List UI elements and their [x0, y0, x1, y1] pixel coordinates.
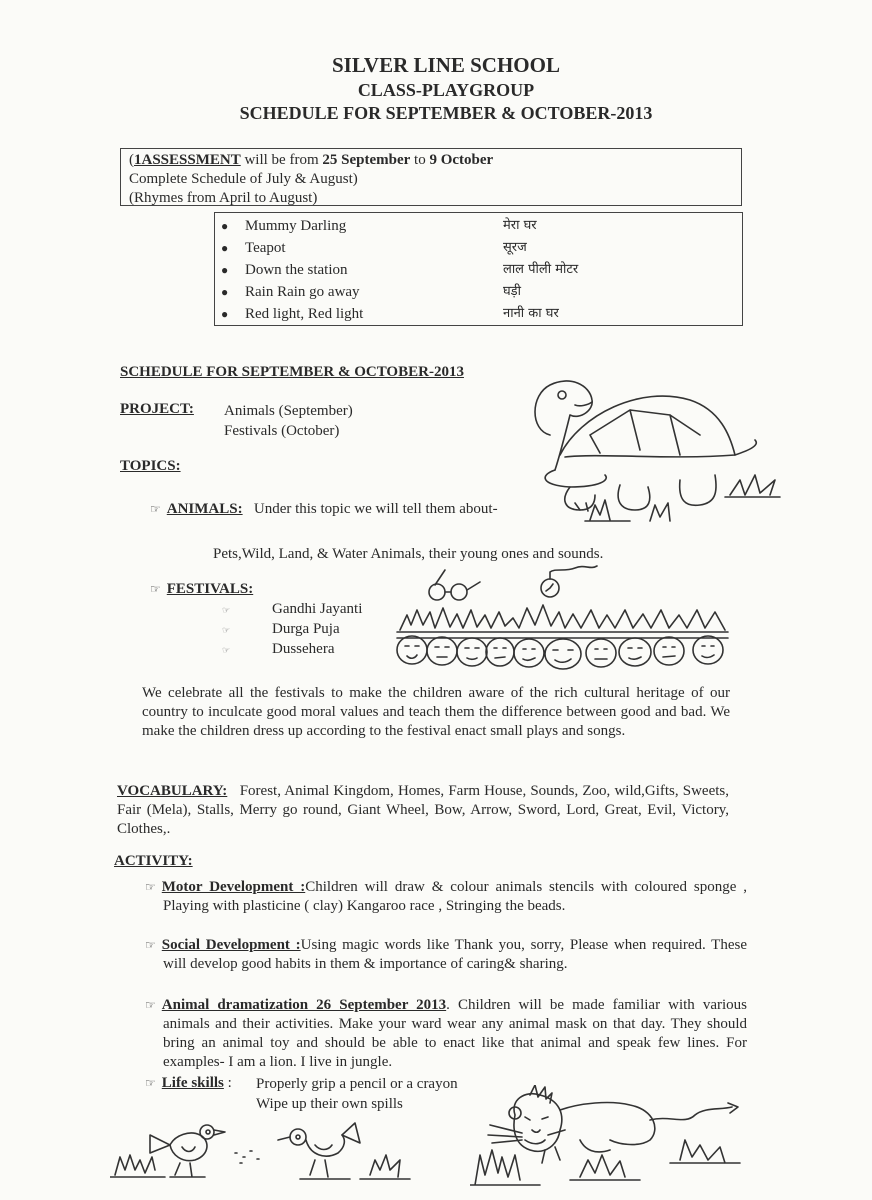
pointing-hand-icon: ☞	[145, 938, 156, 952]
assessment-from-date: 25 September	[322, 152, 411, 168]
pointing-hand-icon: ☞	[145, 998, 156, 1012]
activity-motor: ☞ Motor Development :Children will draw & colour animals stencils with coloured sponge , Playing with plasticine ( clay) Kangaroo race , Stringing the beads.	[145, 879, 747, 914]
activity-title: Social Development :	[161, 937, 301, 953]
assessment-line-2: Complete Schedule of July & August)	[129, 171, 358, 187]
festivals-paragraph: We celebrate all the festivals to make the children aware of the rich cultural heritage of our country to inculcate good moral values and teach them the difference between good and bad. We make the children dress up according to the festival enact small plays and songs.	[142, 685, 730, 739]
festival-item: ☞ Dussehera	[222, 641, 335, 657]
rhymes-box	[214, 212, 743, 326]
festival-item: ☞ Gandhi Jayanti	[222, 601, 363, 617]
assessment-box	[120, 148, 742, 206]
bullet-icon: ●	[221, 219, 229, 233]
activity-dramatization: ☞ Animal dramatization 26 September 2013. Children will be made familiar with various animals and their activities. Make your ward wear any animal mask on that day. They should bring an animal toy and should be able to enact like that animal and speak few lines. For examples- I am a lion. I live in jungle.	[145, 997, 747, 1070]
rhyme-row: ● Teapot सूरज	[215, 237, 742, 259]
document-header	[0, 52, 872, 125]
life-skill-item: Properly grip a pencil or a crayon	[256, 1076, 458, 1092]
vocabulary-label: VOCABULARY:	[117, 783, 228, 799]
rhyme-row: ● Red light, Red light नानी का घर	[215, 303, 742, 325]
rhyme-row: ● Down the station लाल पीली मोटर	[215, 259, 742, 281]
rhyme-row: ● Rain Rain go away घड़ी	[215, 281, 742, 303]
pointing-hand-icon: ☞	[145, 880, 156, 894]
festivals-label: FESTIVALS:	[166, 581, 254, 597]
project-item: Festivals (October)	[224, 423, 340, 439]
lion-illustration	[470, 1085, 770, 1190]
vocabulary-section	[117, 782, 729, 839]
pointing-hand-icon: ☞	[222, 626, 231, 636]
pointing-hand-icon: ☞	[150, 502, 161, 516]
activity-title: Motor Development :	[161, 879, 306, 895]
animals-label: ANIMALS:	[166, 501, 243, 517]
project-item: Animals (September)	[224, 403, 353, 419]
class-name: CLASS-PLAYGROUP	[357, 80, 535, 100]
vocabulary-text: Forest, Animal Kingdom, Homes, Farm House, Sounds, Zoo, wild,Gifts, Sweets, Fair (Mela), Stalls, Merry go round, Giant Wheel, Bow, Arrow, Sword, Lord, Great, Evil, Victory, Clothes,.	[117, 783, 729, 837]
tortoise-illustration	[520, 375, 800, 525]
festivals-topic	[150, 580, 253, 599]
pointing-hand-icon: ☞	[150, 582, 161, 596]
birds-illustration	[110, 1115, 420, 1185]
activity-title: Animal dramatization 26 September 2013	[161, 997, 447, 1013]
assessment-to-date: 9 October	[429, 152, 494, 168]
pointing-hand-icon: ☞	[222, 606, 231, 616]
pointing-hand-icon: ☞	[145, 1076, 156, 1090]
bullet-icon: ●	[221, 307, 229, 321]
assessment-line-3: (Rhymes from April to August)	[129, 190, 318, 206]
schedule-heading: SCHEDULE FOR SEPTEMBER & OCTOBER-2013	[120, 364, 464, 380]
activity-social: ☞ Social Development :Using magic words like Thank you, sorry, Please when required. These will develop good habits in them & importance of caring& sharing.	[145, 937, 747, 972]
animals-topic	[150, 500, 498, 519]
ravana-heads-illustration	[395, 600, 730, 670]
pointing-hand-icon: ☞	[222, 646, 231, 656]
festival-item: ☞ Durga Puja	[222, 621, 340, 637]
schedule-title: SCHEDULE FOR SEPTEMBER & OCTOBER-2013	[239, 103, 653, 123]
animals-text: Under this topic we will tell them about-	[253, 501, 498, 517]
project-label: PROJECT:	[120, 401, 194, 417]
life-skills: ☞ Life skills :	[145, 1075, 232, 1091]
life-skills-label: Life skills	[161, 1075, 224, 1091]
bullet-icon: ●	[221, 285, 229, 299]
topics-label: TOPICS:	[120, 458, 181, 474]
bullet-icon: ●	[221, 263, 229, 277]
animals-detail: Pets,Wild, Land, & Water Animals, their young ones and sounds.	[213, 546, 604, 562]
school-name: SILVER LINE SCHOOL	[332, 53, 560, 77]
activity-label: ACTIVITY:	[114, 853, 193, 869]
assessment-line-1: (1ASSESSMENT will be from 25 September to 9 October	[129, 152, 494, 168]
life-skill-item: Wipe up their own spills	[256, 1096, 403, 1112]
assessment-label: 1ASSESSMENT	[134, 152, 241, 168]
rhyme-row: ● Mummy Darling मेरा घर	[215, 215, 742, 237]
bullet-icon: ●	[221, 241, 229, 255]
